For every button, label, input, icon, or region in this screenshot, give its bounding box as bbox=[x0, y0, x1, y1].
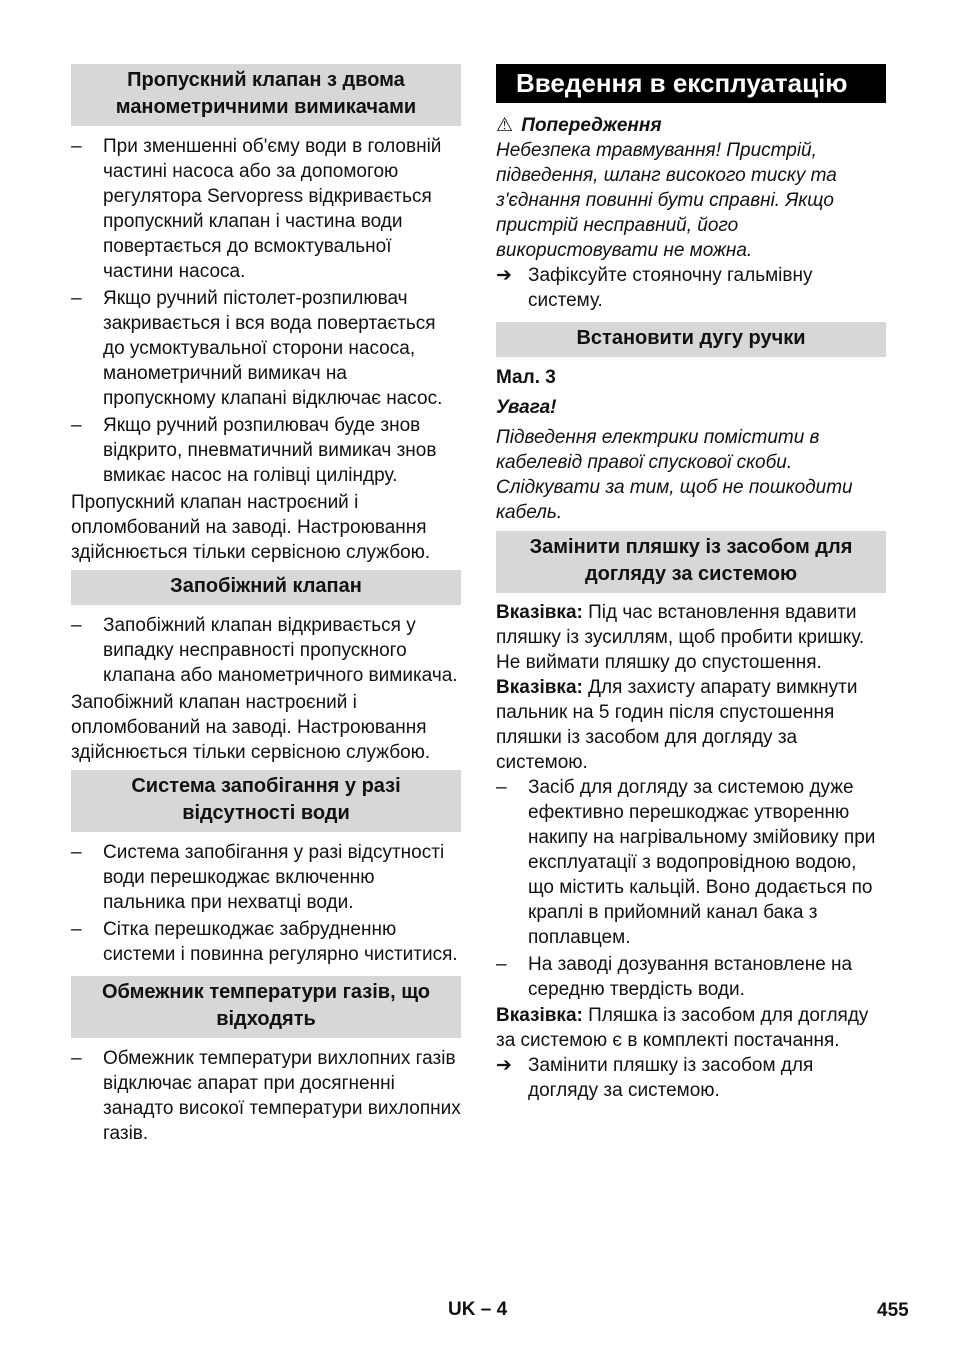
note-3-text: Пляшка із засобом для догляду за системою є в комплекті постачання. bbox=[496, 1005, 869, 1051]
bypass-valve-note: Пропускний клапан настроєний і опломбований на заводі. Настроювання здійснюється тільки сервісною службою. bbox=[71, 492, 431, 563]
attention-text: Підведення електрики помістити в кабелевід правої спускової скоби. Слідкувати за тим, щоб не пошкодити кабель. bbox=[496, 427, 853, 523]
water-shortage-list bbox=[71, 840, 461, 967]
exhaust-limiter-list bbox=[71, 1046, 461, 1146]
list-item: – Сітка перешкоджає забрудненню системи і повинна регулярно чиститися. bbox=[71, 917, 461, 967]
note-label: Вказівка: bbox=[496, 677, 583, 698]
commissioning-heading: Введення в експлуатацію bbox=[496, 64, 886, 103]
step-brake-text: Зафіксуйте стояночну гальмівну систему. bbox=[528, 265, 813, 311]
bypass-valve-list bbox=[71, 134, 461, 488]
list-item: – Обмежник температури вихлопних газів відключає апарат при досягненні занадто високої температури вихлопних газів. bbox=[71, 1046, 461, 1146]
arrow-right-icon: ➔ bbox=[496, 1055, 512, 1076]
replace-bottle-heading: Замінити пляшку із засобом для догляду за системою bbox=[496, 531, 886, 593]
warning-triangle-icon: ⚠ bbox=[496, 115, 514, 136]
list-item: – Якщо ручний пістолет-розпилювач закривається і вся вода повертається до усмоктувальної сторони насоса, манометричний вимикач на пропускному клапані відключає насос. bbox=[71, 286, 461, 411]
note-label: Вказівка: bbox=[496, 1005, 583, 1026]
safety-valve-note: Запобіжний клапан настроєний і опломбований на заводі. Настроювання здійснюється тільки сервісною службою. bbox=[71, 692, 431, 763]
safety-valve-heading: Запобіжний клапан bbox=[71, 570, 461, 605]
list-item: – Якщо ручний розпилювач буде знов відкрито, пневматичний вимикач знов вмикає насос на голівці циліндру. bbox=[71, 413, 461, 488]
safety-valve-list bbox=[71, 613, 461, 688]
warning-label: Попередження bbox=[521, 115, 662, 136]
note-1 bbox=[496, 600, 886, 675]
exhaust-limiter-heading: Обмежник температури газів, що відходять bbox=[71, 976, 461, 1038]
note-1-text: Під час встановлення вдавити пляшку із зусиллям, щоб пробити кришку. Не виймати пляшку до спустошення. bbox=[496, 602, 865, 673]
step-brake bbox=[496, 263, 886, 313]
note-label: Вказівка: bbox=[496, 602, 583, 623]
page-number: 455 bbox=[877, 1300, 909, 1321]
section-page-label: UK – 4 bbox=[448, 1299, 508, 1320]
bottle-list bbox=[496, 775, 886, 1002]
note-3 bbox=[496, 1003, 886, 1053]
warning-text: Небезпека травмування! Пристрій, підведення, шланг високого тиску та з'єднання повинні бути справні. Якщо пристрій несправний, його використовувати не можна. bbox=[496, 140, 837, 261]
list-item: – Засіб для догляду за системою дуже ефективно перешкоджає утворенню накипу на нагрівальному змійовику при експлуатації з водопровідною водою, що містить кальцій. Воно додається по краплі в прийомний канал бака з поплавцем. bbox=[496, 775, 886, 950]
attention-label: Увага! bbox=[496, 397, 557, 418]
right-column bbox=[496, 64, 886, 1103]
note-2 bbox=[496, 675, 886, 775]
bypass-valve-heading: Пропускний клапан з двома манометричними вимикачами bbox=[71, 64, 461, 126]
list-item: – На заводі дозування встановлене на середню твердість води. bbox=[496, 952, 886, 1002]
step-replace-text: Замінити пляшку із засобом для догляду за системою. bbox=[528, 1055, 814, 1101]
left-column bbox=[71, 64, 461, 1146]
note-2-text: Для захисту апарату вимкнути пальник на 5 годин після спустошення пляшки із засобом для догляду за системою. bbox=[496, 677, 858, 773]
handle-bar-heading: Встановити дугу ручки bbox=[496, 322, 886, 357]
list-item: – При зменшенні об'єму води в головній частині насоса або за допомогою регулятора Servopress відкривається пропускний клапан і частина води повертається до всмоктувальної частини насоса. bbox=[71, 134, 461, 284]
list-item: – Запобіжний клапан відкривається у випадку несправності пропускного клапана або манометричного вимикача. bbox=[71, 613, 461, 688]
step-replace bbox=[496, 1053, 886, 1103]
list-item: – Система запобігання у разі відсутності води перешкоджає включенню пальника при нехватці води. bbox=[71, 840, 461, 915]
warning-heading bbox=[496, 113, 886, 138]
figure-reference: Мал. 3 bbox=[496, 367, 556, 388]
water-shortage-heading: Система запобігання у разі відсутності води bbox=[71, 770, 461, 832]
arrow-right-icon: ➔ bbox=[496, 265, 512, 286]
